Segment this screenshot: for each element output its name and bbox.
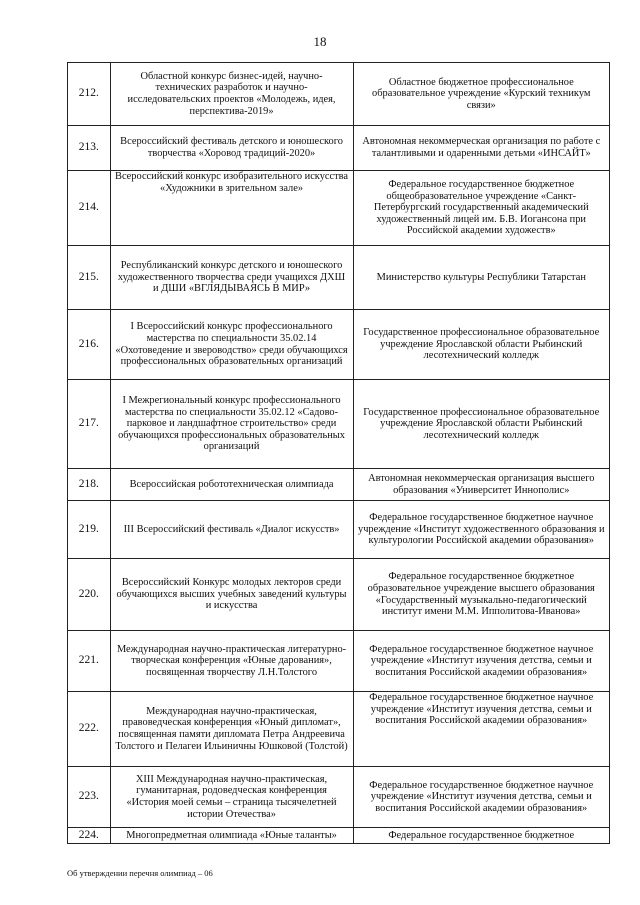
olympiad-name: Многопредметная олимпиада «Юные таланты» — [110, 828, 353, 844]
olympiad-name: XIII Международная научно-практическая, гуманитарная, родоведческая конференция «История моей семьи – страница тысячелетней истории Отечества» — [110, 767, 353, 828]
table-row — [68, 63, 610, 126]
organizer: Федеральное государственное бюджетное научное учреждение «Институт изучения детства, семьи и воспитания Российской академии образования» — [353, 631, 609, 692]
olympiad-name: Областной конкурс бизнес-идей, научно-технических разработок и научно-исследовательских проектов «Молодежь, идея, перспектива-2019» — [110, 63, 353, 126]
table-row — [68, 767, 610, 828]
olympiad-name: Международная научно-практическая литературно-творческая конференция «Юные дарования», посвященная творчеству Л.Н.Толстого — [110, 631, 353, 692]
olympiad-table — [67, 62, 610, 844]
organizer: Автономная некоммерческая организация по работе с талантливыми и одаренными детьми «ИНСАЙТ» — [353, 126, 609, 171]
olympiad-name: Всероссийский конкурс изобразительного искусства «Художники в зрительном зале» — [110, 171, 353, 246]
row-number: 216. — [68, 310, 111, 380]
organizer: Областное бюджетное профессиональное образовательное учреждение «Курский техникум связи» — [353, 63, 609, 126]
page-number: 18 — [313, 34, 327, 49]
olympiad-name: Всероссийский Конкурс молодых лекторов среди обучающихся высших учебных заведений культуры и искусства — [110, 559, 353, 631]
olympiad-name: I Межрегиональный конкурс профессионального мастерства по специальности 35.02.12 «Садово-парковое и ландшафтное строительство» среди обучающихся профессиональных образовательных организаций — [110, 380, 353, 469]
olympiad-name: I Всероссийский конкурс профессионального мастерства по специальности 35.02.14 «Охотоведение и звероводство» среди обучающихся профессиональных образовательных организаций — [110, 310, 353, 380]
organizer: Федеральное государственное бюджетное научное учреждение «Институт художественного образования и культурологии Российской академии образования» — [353, 501, 609, 559]
olympiad-name: Республиканский конкурс детского и юношеского художественного творчества среди учащихся ДХШ и ДШИ «ВГЛЯДЫВАЯСЬ В МИР» — [110, 246, 353, 310]
organizer: Государственное профессиональное образовательное учреждение Ярославской области Рыбинский лесотехнический колледж — [353, 380, 609, 469]
table-row — [68, 631, 610, 692]
row-number: 219. — [68, 501, 111, 559]
table-row — [68, 126, 610, 171]
row-number: 223. — [68, 767, 111, 828]
table-row — [68, 559, 610, 631]
row-number: 214. — [68, 171, 111, 246]
table-row — [68, 310, 610, 380]
row-number: 222. — [68, 692, 111, 767]
organizer: Федеральное государственное бюджетное образовательное учреждение высшего образования «Государственный музыкально-педагогический институт имени М.М. Ипполитова-Иванова» — [353, 559, 609, 631]
row-number: 215. — [68, 246, 111, 310]
organizer: Федеральное государственное бюджетное общеобразовательное учреждение «Санкт-Петербургский государственный академический художественный лицей им. Б.В. Иогансона при Российской академии художеств» — [353, 171, 609, 246]
row-number: 224. — [68, 828, 111, 844]
table-row — [68, 692, 610, 767]
table-row — [68, 246, 610, 310]
organizer: Автономная некоммерческая организация высшего образования «Университет Иннополис» — [353, 469, 609, 501]
table-row — [68, 828, 610, 844]
row-number: 217. — [68, 380, 111, 469]
organizer: Министерство культуры Республики Татарстан — [353, 246, 609, 310]
organizer: Федеральное государственное бюджетное — [353, 828, 609, 844]
olympiad-name: III Всероссийский фестиваль «Диалог искусств» — [110, 501, 353, 559]
organizer: Федеральное государственное бюджетное научное учреждение «Институт изучения детства, семьи и воспитания Российской академии образования» — [353, 767, 609, 828]
document-footer: Об утверждении перечня олимпиад – 06 — [67, 868, 213, 878]
olympiad-name: Международная научно-практическая, правоведческая конференция «Юный дипломат», посвященная памяти дипломата Петра Андреевича Толстого и Пелагеи Ильиничны Юшковой (Толстой) — [110, 692, 353, 767]
row-number: 221. — [68, 631, 111, 692]
table-row — [68, 501, 610, 559]
organizer: Государственное профессиональное образовательное учреждение Ярославской области Рыбинский лесотехнический колледж — [353, 310, 609, 380]
olympiad-name: Всероссийский фестиваль детского и юношеского творчества «Хоровод традиций-2020» — [110, 126, 353, 171]
row-number: 218. — [68, 469, 111, 501]
row-number: 220. — [68, 559, 111, 631]
table-row — [68, 380, 610, 469]
row-number: 213. — [68, 126, 111, 171]
olympiad-name: Всероссийская робототехническая олимпиада — [110, 469, 353, 501]
table-row — [68, 171, 610, 246]
organizer: Федеральное государственное бюджетное научное учреждение «Институт изучения детства, семьи и воспитания Российской академии образования» — [353, 692, 609, 767]
table-row — [68, 469, 610, 501]
row-number: 212. — [68, 63, 111, 126]
